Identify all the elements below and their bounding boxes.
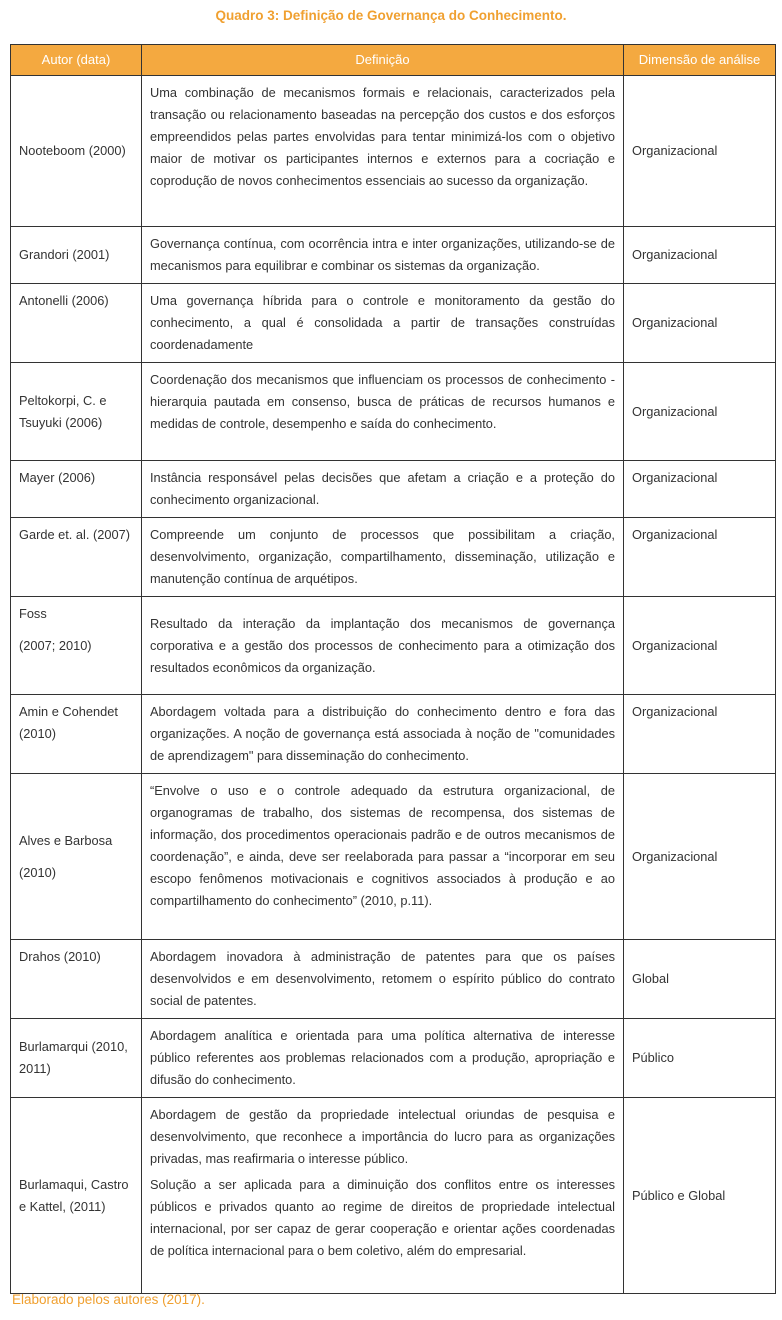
author-cell: Burlamarqui (2010, 2011) xyxy=(11,1019,142,1098)
author-cell: Drahos (2010) xyxy=(11,940,142,1019)
definition-cell: Instância responsável pelas decisões que afetam a criação e a proteção do conhecimento organizacional. xyxy=(142,461,624,518)
definitions-table xyxy=(10,44,776,1294)
author-cell xyxy=(11,774,142,940)
source-note: Elaborado pelos autores (2017). xyxy=(12,1292,205,1307)
table-row xyxy=(11,518,776,597)
author-cell: Amin e Cohendet (2010) xyxy=(11,695,142,774)
header-dimension: Dimensão de análise xyxy=(624,45,776,76)
dimension-cell: Organizacional xyxy=(624,76,776,227)
table-title: Quadro 3: Definição de Governança do Conhecimento. xyxy=(215,8,567,23)
author-cell: Mayer (2006) xyxy=(11,461,142,518)
definition-cell: Compreende um conjunto de processos que possibilitam a criação, desenvolvimento, organização, compartilhamento, disseminação, utilização e manutenção contínua de arquétipos. xyxy=(142,518,624,597)
table-row xyxy=(11,940,776,1019)
table-header-row xyxy=(11,45,776,76)
definition-cell: Uma combinação de mecanismos formais e relacionais, caracterizados pela transação ou relacionamento baseadas na percepção dos custos e dos esforços empreendidos pelas partes envolvidas para tentar minimizá-los com o objetivo maior de motivar os participantes internos e externos para a cocriação e coprodução de novos conhecimentos essenciais ao sucesso da organização. xyxy=(142,76,624,227)
dimension-cell: Organizacional xyxy=(624,284,776,363)
author-cell: Nooteboom (2000) xyxy=(11,76,142,227)
table-row xyxy=(11,774,776,940)
author-cell xyxy=(11,597,142,695)
table-row xyxy=(11,284,776,363)
header-definition: Definição xyxy=(142,45,624,76)
header-author: Autor (data) xyxy=(11,45,142,76)
dimension-cell: Organizacional xyxy=(624,363,776,461)
definition-cell xyxy=(142,1098,624,1294)
definition-cell: Resultado da interação da implantação dos mecanismos de governança corporativa e a gestão dos processos de conhecimento para a otimização dos resultados econômicos da organização. xyxy=(142,597,624,695)
author-years: (2010) xyxy=(19,864,56,880)
definition-cell: Abordagem voltada para a distribuição do conhecimento dentro e fora das organizações. A noção de governança está associada à noção de "comunidades de aprendizagem" para disseminação do conhecimento. xyxy=(142,695,624,774)
definition-cell: “Envolve o uso e o controle adequado da estrutura organizacional, de organogramas de trabalho, dos sistemas de recompensa, dos sistemas de informação, dos procedimentos operacionais padrão e de outros mecanismos de coordenação”, e ainda, deve ser reelaborada para passar a “incorporar em seu escopo fenômenos motivacionais e cognitivos associados à produção e ao compartilhamento do conhecimento” (2010, p.11). xyxy=(142,774,624,940)
dimension-cell: Organizacional xyxy=(624,227,776,284)
table-row xyxy=(11,227,776,284)
table-row xyxy=(11,1098,776,1294)
dimension-cell: Organizacional xyxy=(624,518,776,597)
definition-cell: Abordagem analítica e orientada para uma política alternativa de interesse público referentes aos problemas relacionados com a produção, apropriação e difusão do conhecimento. xyxy=(142,1019,624,1098)
author-name: Alves e Barbosa xyxy=(19,832,113,848)
dimension-cell: Público e Global xyxy=(624,1098,776,1294)
table-row xyxy=(11,695,776,774)
dimension-cell: Organizacional xyxy=(624,597,776,695)
definition-cell: Coordenação dos mecanismos que influenciam os processos de conhecimento - hierarquia pautada em consenso, busca de práticas de recursos humanos e medidas de controle, desempenho e saída do conhecimento. xyxy=(142,363,624,461)
dimension-cell: Organizacional xyxy=(624,695,776,774)
definition-paragraph: Abordagem de gestão da propriedade intelectual oriundas de pesquisa e desenvolvimento, que reconhece a importância do lucro para as organizações privadas, mas reafirmaria o interesse público. xyxy=(150,1107,615,1166)
table-row xyxy=(11,1019,776,1098)
author-cell: Grandori (2001) xyxy=(11,227,142,284)
author-cell: Burlamaqui, Castro e Kattel, (2011) xyxy=(11,1098,142,1294)
dimension-cell: Global xyxy=(624,940,776,1019)
table-row xyxy=(11,363,776,461)
dimension-cell: Público xyxy=(624,1019,776,1098)
author-cell: Garde et. al. (2007) xyxy=(11,518,142,597)
table-row xyxy=(11,461,776,518)
definition-cell: Abordagem inovadora à administração de patentes para que os países desenvolvidos e em desenvolvimento, retomem o espírito público do contrato social de patentes. xyxy=(142,940,624,1019)
author-cell: Peltokorpi, C. e Tsuyuki (2006) xyxy=(11,363,142,461)
dimension-cell: Organizacional xyxy=(624,774,776,940)
definition-cell: Uma governança híbrida para o controle e monitoramento da gestão do conhecimento, a qual é consolidada a partir de transações construídas coordenadamente xyxy=(142,284,624,363)
table-row xyxy=(11,597,776,695)
definition-paragraph: Solução a ser aplicada para a diminuição dos conflitos entre os interesses públicos e privados quanto ao regime de direitos de propriedade intelectual internacional, por ser capaz de gerar cooperação e orientar ações coordenadas de política internacional para o bem coletivo, além do empresarial. xyxy=(150,1177,615,1258)
author-cell: Antonelli (2006) xyxy=(11,284,142,363)
author-years: (2007; 2010) xyxy=(19,638,92,653)
table-row xyxy=(11,76,776,227)
definition-cell: Governança contínua, com ocorrência intra e inter organizações, utilizando-se de mecanismos para equilibrar e combinar os sistemas da organização. xyxy=(142,227,624,284)
author-name: Foss xyxy=(19,606,47,621)
dimension-cell: Organizacional xyxy=(624,461,776,518)
